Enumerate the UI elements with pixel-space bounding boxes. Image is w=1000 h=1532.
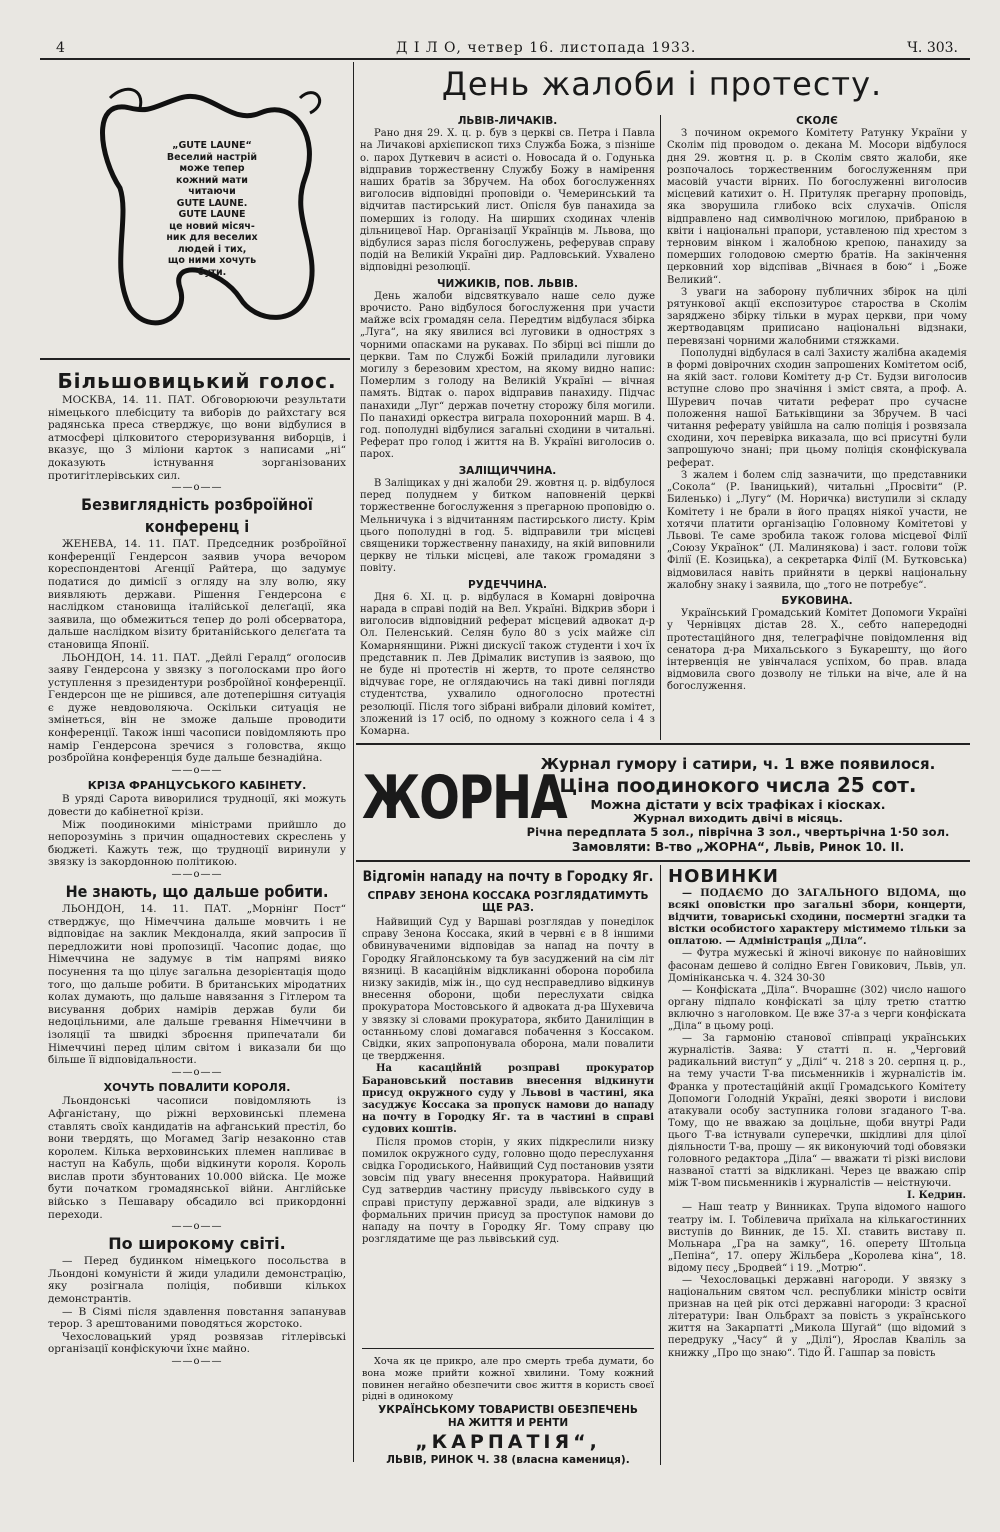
- article-text: — В Сіямі після здавлення повстання запанував терор. З арештованими поводяться жорстоко.: [48, 1305, 346, 1331]
- section-text: День жалоби відсвяткувало наше село дуже врочисто. Рано відбулося богослуження при участи майже всіх громадян села. Передтим відбулася збірка „Луга“, на яку явилися всі луговики в однострях з чорними опасками на рукавах. По збірці всі пішли до церкви. Там по Службі Божій приладили луговики могилу з березовим хрестом, на якому видно напис: Померлим з голоду на Великій Україні — вічная память. Відтак о. парох відправив панахиду. Підчас панахиди „Луг“ держав почетну сторожу біля могили. По панахиді оркестра виграла похоронний марш. В 4. год. пополудні відбулися загальні сходини в читальні. Реферат про голод і життя на В. Україні виголосив о. парох.: [360, 290, 655, 461]
- zhorna-line: Журнал гумору і сатири, ч. 1 вже появилося.: [540, 755, 936, 773]
- zhorna-line: Ціна поодинокого числа: [559, 775, 831, 797]
- ad-line: GUTE LAUNE.: [176, 197, 248, 209]
- article-text: — Перед будинком німецького посольства в Льондоні комуністи й жиди уладили демонстрацію, яку розігнала поліція, побивши кількох демонстрантів.: [48, 1255, 346, 1306]
- article-title: Відгомін нападу на почту в Городку Яг.: [362, 869, 654, 885]
- article-text: Між поодинокими міністрами прийшло до непорозумінь з причин ощадностевих скреслень у бюджеті. Кажуть теж, що трудноції виринули у звязку із закордонною політикою.: [48, 818, 346, 869]
- section-text: З почином окремого Комітету Ратунку України у Сколім під проводом о. декана М. Мосори відбулося дня 29. жовтня ц. р. в Сколім свято жалоби, яке розпочалось торжественним богослуженням при масовій участи вірних. По богослуженні виголосив місцевий катихит о. Н. Притуляк прегарну проповідь, яка зворушила глибоко всіх слухачів. Опісля відправлено над символічною могилою, прибраною в квіти і національні прапори, уставленою під хрестом з терновим вінком і жалобною крепою, панахиду за померших голодовою смертю братів. На закінчення церковний хор відспівав „Вічнаєя в бою“ і „Боже Великий“.: [667, 128, 967, 286]
- news-item: — Конфіската „Діла“. Вчорашнє (302) число нашого органу підпало конфіскаті за цілу третю статтю включно з наголовком. Це вже 37-а з черги конфіската „Діла“ в цьому році.: [668, 984, 966, 1033]
- middle-column: [360, 112, 655, 738]
- novynky-title: НОВИНКИ: [668, 866, 779, 887]
- ad-line: кожний мати: [176, 174, 248, 186]
- article-text: ЛЬОНДОН, 14. 11. ПАТ. „Дейлі Гералд“ оголосив заяву Гендерсона у звязку з поголосками про його уступлення з президентури розброїйної конференції. Гендерсон ще не рішився, але дотеперішня ситуація є дуже невдоволяюча. Оскільки ситуація не змінеться, він не зможе дальше проводити конференції. Також інші часописи повідомляють про намір Гендерсона зречися з головства, якщо розброїйна конференція буде дальше безнадійна.: [48, 651, 346, 765]
- section-title: ЛЬВІВ-ЛИЧАКІВ.: [457, 115, 558, 127]
- article-text: Льондонські часописи повідомляють із Афганістану, що ріжні верховинські племена ставлять своїх кандидатів на афганський престіл, бо вони твердять, що Могамед Загір незаконно став королем. Кілька верховинських племен напливає в наступ на Кабуль, щоби відкинути короля. Король вислав проти збунтованих 10.000 війска. Це може бути початком громадянської війни. Англійське військо з Пешавару обсадило всі прикордонні переходи.: [48, 1095, 346, 1221]
- masthead-bar: [56, 36, 976, 60]
- column-divider-1: [353, 62, 354, 1462]
- column-divider-2: [660, 115, 661, 740]
- article-text: В уряді Сарота виворилися трудноції, які можуть довести до кабінетної крізи.: [48, 793, 346, 819]
- zhorna-ad: [358, 748, 968, 858]
- separator: ——o——: [171, 1066, 223, 1078]
- separator: ——o——: [171, 482, 223, 494]
- main-title: День жалоби і протесту.: [441, 65, 883, 103]
- zhorna-logo: ЖОРНА: [362, 763, 567, 833]
- karpatia-brand: „КАРПАТІЯ“,: [415, 1431, 601, 1454]
- karpatia-line: УКРАЇНСЬКОМУ ТОВАРИСТВІ ОБЕЗПЕЧЕНЬ: [378, 1404, 638, 1417]
- section-title: БУКОВИНА.: [781, 594, 853, 607]
- ad-line: читаючи: [188, 186, 236, 197]
- page-number: 4: [56, 40, 65, 56]
- ad-line: GUTE LAUNE: [178, 209, 246, 220]
- ad-line: ник для веселих: [166, 232, 258, 243]
- news-signature: І. Кедрин.: [907, 1190, 966, 1202]
- ad-line: може тепер: [179, 163, 245, 174]
- masthead: Д І Л О, четвер 16. листопада 1933.: [396, 40, 697, 56]
- karpatia-intro: Хоча як це прикро, але про смерть треба думати, бо вона може прийти кожної хвилини. Тому кожний повинен негайно обезпечити своє життя в користь своєї рідні в одинокому: [362, 1356, 654, 1403]
- news-item: — За гармонію станової співпраці українських журналістів. Заява: У статті п. н. „Черговий радикальний виступ“ у „Ділі“ ч. 218 з 20. серпня ц. р., на тему участи Т-ва письменників і журналістів ім. Франка у протестаційній акції Громадського Комітету Допомоги Голодній Україні, деякі звороти і вислови атакували особу заступника голови згаданого Т-ва. Тому, що не вважаю за доцільне, щоби внутрі Ради цього Т-ва істнували суперечки, шкідливі для цілої діяльности Т-ва, прошу — як виконуючий тоді обовязки головного редактора „Діла“ — вважати ті різкі вислови названої статті за відкликані. Через це вважаю спір між Т-вом письменників і журналістів — неістнуючи.: [668, 1033, 966, 1190]
- article-text: На касаційній розправі прокуратор Барановський поставив внесення відкинути присуд окружного суду у Львові в частині, яка засуджує Коссака за пропуск намови до нападу на почту в Городку Яг. та в частині в справі судових коштів.: [362, 1063, 654, 1136]
- article-text: Найвищий Суд у Варшаві розглядав у понеділок справу Зенона Коссака, який в червні є в 8 іншими обвинуваченими відповідав за напад на почту в Городку Ягайлонському та був засуджений на сім літ вязниці. В касаційнім відкликанні оборона поробила низку закидів, між ін., що суд несправедливо відкинув внесення оборони, щоби переслухати свідка прокуратора Мостовського й адвоката д-ра Шухевича у звязку зі словами прокуратора, якбито Даниліщин в останньому слові домагався побачення з Коссаком. Свідки, яких запропонувала оборона, мали повалити це твердження.: [362, 917, 654, 1063]
- ad-line: людей і тих,: [177, 243, 247, 255]
- article-title: КРІЗА ФРАНЦУСЬКОГО КАБІНЕТУ.: [87, 778, 307, 792]
- article-text: Чехословацький уряд розвязав гітлерівські організації конфіскуючи їхнє майно.: [48, 1330, 346, 1356]
- article-title: Більшовицький голос.: [57, 369, 337, 393]
- ad-line: це новий місяч-: [169, 220, 255, 232]
- separator: ——o——: [171, 1356, 223, 1367]
- section-text: В Заліщиках у дні жалоби 29. жовтня ц. р. відбулося перед полуднем у битком наповненій церкві торжественне богослуження з прегарною проповідю о. Мельничука і з відчитанням пастирського листу. Крім цього пополудні в год. 5. відправили три місцеві священики торжественну панахиду, на якій виповнили церкву не тільки місцеві, але також громадяни з повіту.: [360, 477, 655, 575]
- article-title: Не знають, що дальше робити.: [65, 882, 329, 901]
- gorodok-article: [362, 868, 654, 1246]
- section-title: ЧИЖИКІВ, ПОВ. ЛЬВІВ.: [436, 277, 579, 290]
- column-divider-3: [660, 865, 661, 1465]
- news-item: — Футра мужеські й жіночі виконує по найновіших фасонам дешево й солідно Евген Говикович, Львів, ул. Домініканська ч. 4. 324 30-30: [668, 948, 966, 984]
- news-item: — ПОДАЄМО ДО ЗАГАЛЬНОГО ВІДОМА, що всякі оповістки про загальні збори, концерти, відчити, товариські сходини, посмертні згадки та вістки особистого характеру містимемо тільки за оплатою. — Адміністрація „Діла“.: [668, 888, 966, 948]
- zhorna-line: Річна передплата 5 зол., піврічна 3 зол., чвертьрічна 1·50 зол.: [526, 825, 950, 839]
- ad-top-rule: [356, 743, 970, 745]
- article-text: ЛЬОНДОН, 14. 11. ПАТ. „Морнінг Пост“ стверджує, що Німеччина дальше мовчить і не відповідає на заклик Мекдоналда, який запросив її передложити нові пропозиції. Часопис додає, що Німеччина не задумує в тім напрямі вияко посунення та що цілує загальна дезорієнтація щодо того, що дальше робити. В британських міродатних колах думають, що дальше навязання з Гітлером та висування добрих намірів держав були би недоцільними, але дальше гревання Німеччини в ізоляції та швидкі зброєння припечатали би Німеччині перед цілим світом і виказали би що більше її відповідальности.: [48, 903, 346, 1067]
- karpatia-line: НА ЖИТТЯ И РЕНТИ: [447, 1417, 569, 1430]
- karpatia-address: ЛЬВІВ, РИНОК Ч. 38 (власна камениця).: [386, 1454, 630, 1467]
- article-title: По широкому світі.: [108, 1234, 286, 1254]
- gute-laune-ad: [70, 68, 350, 353]
- separator: ——o——: [171, 764, 223, 776]
- section-text: Український Громадський Комітет Допомоги Україні у Чернівцях дістав 28. Х., себто напередодні протестаційного дня, телеграфічне повідомлення від сенатора д-ра Михальського з Букарешту, що його інтервенція не увінчалася успіхом, бо прав. влада відмовила свого дозволу не тільки на віче, але й на богослуження.: [667, 608, 967, 693]
- section-text: З уваги на заборону публичних збірок на цілі рятункової акції експозитуроє староства в Сколім заряджено збірку тільки в мурах церкви, при чому жертводавцям приписано національні відзнаки, перевязані чорними жалобними стяжками.: [667, 286, 967, 347]
- ad-line: що ними хочуть: [167, 255, 257, 266]
- section-text: Пополудні відбулася в салі Захисту жалібна академія в формі довірочних сходин запрошених Комітетом осіб, на якій заст. голови Комітету д-р Ст. Будзи виголосив вступне слово про значіння і зміст свята, а проф. А. Шуревич почав читати реферат про сучасне положення нашої Батьківщини за Збручем. В часі читання реферату увійшла на салю поліція і розвязала сходини, хоч перевірка виказала, що всі присутні були запрошуючо знані; при цьому поліція сконфіскувала реферат.: [667, 347, 967, 469]
- article-title: ХОЧУТЬ ПОВАЛИТИ КОРОЛЯ.: [103, 1080, 291, 1094]
- ad-line: „GUTE LAUNE“: [172, 140, 252, 151]
- ad-top-rule: [362, 1348, 654, 1349]
- novynky-column: [668, 866, 966, 1360]
- section-title: СКОЛЄ: [796, 115, 838, 127]
- ad-line: бути.: [197, 266, 227, 278]
- issue-number: Ч. 303.: [907, 40, 958, 56]
- section-title: РУДЕЧЧИНА.: [468, 578, 547, 591]
- zhorna-price-line: [510, 774, 966, 797]
- zhorna-line: Можна дістати у всіх трафіках і кіосках.: [590, 797, 886, 812]
- zhorna-line: Замовляти: В-тво „ЖОРНА“, Львів, Ринок 10. II.: [571, 840, 905, 854]
- ad-bottom-rule: [40, 358, 350, 360]
- separator: ——o——: [171, 869, 223, 880]
- separator: ——o——: [171, 1221, 223, 1233]
- zhorna-line: Журнал виходить двічі в місяць.: [633, 812, 843, 825]
- karpatia-ad: [362, 1356, 654, 1467]
- left-column: [48, 368, 346, 1368]
- article-title: Безвиглядність розброїйної конференц і: [81, 495, 313, 537]
- section-text: Дня 6. XI. ц. р. відбулася в Комарні довірочна нарада в справі подій на Вел. Україні. Відкрив збори і виголосив відповідний реферат місцевий адвокат д-р Ол. Пеленський. Селян було 80 з усіх майже сіл Комарнянщини. Ріжні дискусії також студенти і хоч їх представник п. Лев Дрімалик виступив із заявою, що не буде ні протестів ні жертв, то проте селянство відчуває горе, не оглядаючись на такі дивні погляди студентства, ухвалило одноголосно протестні резолюції. Після того зібрані вибрали діловий комітет, зложений із 17 осіб, по одному з кожного села і 4 з Комарна.: [360, 591, 655, 737]
- section-text: З жалем і болем слід зазначити, що представники „Сокола“ (Р. Іваницький), читальні „Просвіти“ (Р. Биленько) і „Лугу“ (М. Норичка) виступили зі складу Комітету і не брали в його працях ніякої участи, не хотячи платити організацію Головному Комітетові у Львові. Те саме зробила також голова місцевої Філії „Союзу Українок“ (Л. Малинякова) і заст. голови тоїж Філії (Е. Козицька), а секретарка Філії (М. Бутковська) відмовилася навіть прийняти в церкві національну жалобну знаку і заявила, що „того не потребує“.: [667, 469, 967, 591]
- article-text: ЖЕНЕВА, 14. 11. ПАТ. Председник розброїйної конференції Гендерсон заявив учора вечором кореспондентові Агенції Райтера, що задумує податися до димісії з огляду на злу волю, яку виявляють держави. Рішення Гендерсона є наслідком становища італійської делєґації, яка заявила, що обмежиться тепер до ролі обсерватора, дальше наслідком візиту британійського делєґата та становища Японії.: [48, 538, 346, 651]
- section-text: Рано дня 29. Х. ц. р. був з церкві св. Петра і Павла на Личакові архієпископ тихз Служба Божа, з пізніше о. парох Дуткевич в асисті о. Новосада й о. Годунька відправив торжественну Службу Божу в намірення наших братів за Збручем. На обох богослуженнях виголосив відповідні проповіди о. Чемеринський та відчитав пастирський лист. Опісля був панахида за померших із голоду. На ширших сходинах членів дільницевої Нар. Організації Українців м. Львова, що відбулися зараз після богослужень, реферував справу подій на Великій Україні дир. Радловський. Ухвалено відповідні резолюції.: [360, 128, 655, 274]
- right-column: [667, 112, 967, 694]
- section-title: ЗАЛІЩИЧЧИНА.: [458, 464, 557, 477]
- article-text: МОСКВА, 14. 11. ПАТ. Обговорюючи результати німецького плебісциту та виборів до райхстагу вся радянська преса стверджує, що вони відбулися в атмосфері цілковитого стероризування виборців, і вказує, що 3 міліони карток з написами „ні“ доказують істнування зорганізованих протигітлерівських сил.: [48, 394, 346, 482]
- article-text: Після промов сторін, у яких підкреслили низку помилок окружного суду, головно щодо переслухання свідка Городиського, Найвищий Суд постановив узяти зовсім під увагу внесення прокуратора. Найвищий Суд затвердив частину присуду львівського суду в справі приступу державної зради, але відкинув з формальних причин присуд за проступок намови до нападу на почту в Городку Яг. Тому справу цю розглядатиме ще раз львівський суд.: [362, 1136, 654, 1246]
- news-item: — Чехословацькі державні нагороди. У звязку з національним святом чсл. республики міністр освіти признав на цей рік отсі державні нагороди: З красної літератури: Іван Ольбрахт за повість з українського життя на Закарпатті „Микола Шугай“ (що відомий з передруку „Часу“ й у „Ділі“), Ярослав Кваліль за книжку „Про що знаю“. Тідо Й. Гашпар за повість: [668, 1275, 966, 1359]
- ad-line: Веселий настрій: [166, 151, 258, 163]
- ad-bottom-rule: [356, 860, 970, 862]
- news-item: — Наш театр у Винниках. Трупа відомого нашого театру ім. І. Тобілевича приїхала на кількагостинних виступів до Винник, де 15. XI. ставить виставу п. Мольнара „Гра на замку“, 16. оперету Штольца „Пепіна“, 17. оперу Жільбера „Королева кіна“, 18. відому пєсу „Бродвей“ і 19. „Мотрю“.: [668, 1202, 966, 1274]
- header-rule: [40, 58, 970, 60]
- article-subtitle: СПРАВУ ЗЕНОНА КОССАКА РОЗГЛЯДАТИМУТЬ ЩЕ РАЗ.: [367, 890, 649, 914]
- zhorna-price: 25 сот.: [836, 773, 917, 797]
